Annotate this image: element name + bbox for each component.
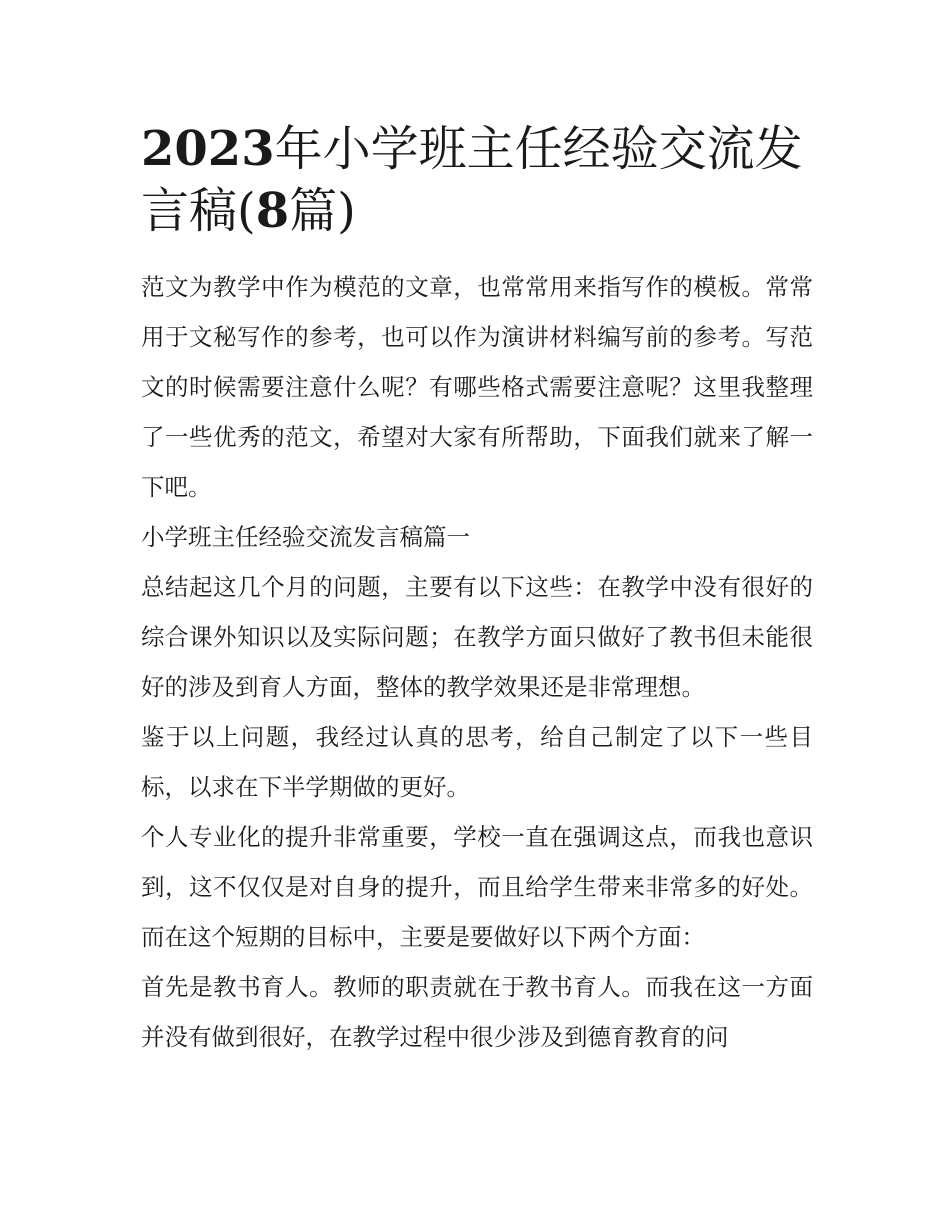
body-paragraph: 个人专业化的提升非常重要，学校一直在强调这点，而我也意识到，这不仅仅是对自身的提升，而且给学生带来非常多的好处。而在这个短期的目标中，主要是要做好以下两个方面： xyxy=(141,823,813,951)
body-paragraph: 总结起这几个月的问题，主要有以下这些：在教学中没有很好的综合课外知识以及实际问题；在教学方面只做好了教书但未能很好的涉及到育人方面，整体的教学效果还是非常理想。 xyxy=(141,573,813,701)
title-year: 2023 xyxy=(141,121,275,177)
document-body xyxy=(141,262,813,1062)
section-heading: 小学班主任经验交流发言稿篇一 xyxy=(141,523,470,551)
document-title xyxy=(141,118,813,242)
body-paragraph: 鉴于以上问题，我经过认真的思考，给自己制定了以下一些目标，以求在下半学期做的更好。 xyxy=(141,723,813,801)
intro-paragraph: 范文为教学中作为模范的文章，也常常用来指写作的模板。常常用于文秘写作的参考，也可以作为演讲材料编写前的参考。写范文的时候需要注意什么呢？有哪些格式需要注意呢？这里我整理了一些优秀的范文，希望对大家有所帮助，下面我们就来了解一下吧。 xyxy=(141,273,813,501)
title-count: 8 xyxy=(255,183,290,239)
body-paragraph: 首先是教书育人。教师的职责就在于教书育人。而我在这一方面并没有做到很好，在教学过程中很少涉及到德育教育的问 xyxy=(141,973,813,1051)
document-page xyxy=(141,118,813,1062)
title-suffix: 篇) xyxy=(289,183,356,239)
title-main: 年小学班主任经验交流发言稿( xyxy=(141,121,803,239)
